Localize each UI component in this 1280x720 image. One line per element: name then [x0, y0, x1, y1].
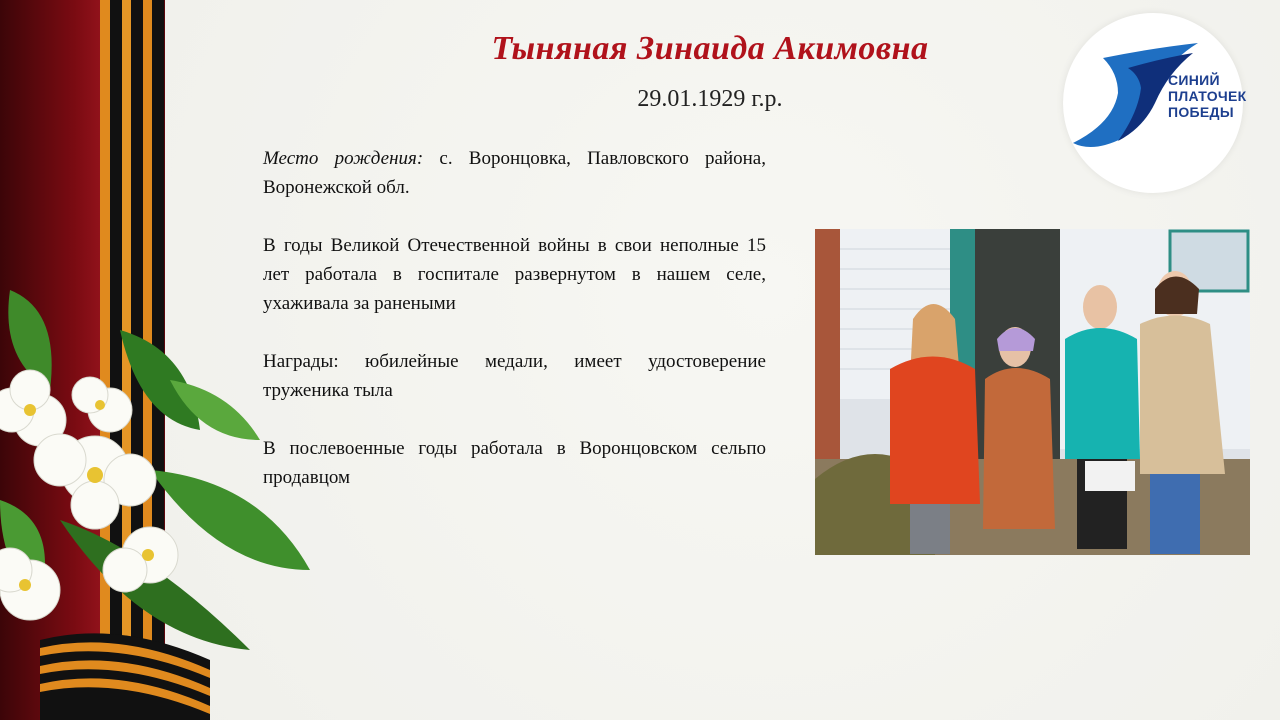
person-name-title: Тыняная Зинаида Акимовна — [491, 30, 929, 67]
logo-line-3: ПОБЕДЫ — [1168, 104, 1234, 120]
logo-line-1: СИНИЙ — [1168, 72, 1220, 88]
war-years-paragraph: В годы Великой Отечественной войны в свои неполные 15 лет работала в госпитале развернутом в нашем селе, ухаживала за ранеными — [263, 235, 766, 314]
awards-paragraph: Награды: юбилейные медали, имеет удостоверение труженика тыла — [263, 351, 766, 401]
birthplace-paragraph — [263, 144, 766, 202]
birthplace-value: с. Воронцовка, Павловского района, Воронежской обл. — [263, 148, 766, 198]
birth-date: 29.01.1929 г.р. — [637, 86, 783, 112]
logo-line-2: ПЛАТОЧЕК — [1168, 88, 1247, 104]
group-photo — [815, 229, 1250, 555]
birthplace-label: Место рождения: — [263, 148, 424, 169]
post-war-paragraph: В послевоенные годы работала в Воронцовском сельпо продавцом — [263, 438, 766, 488]
biography-text — [263, 144, 766, 521]
logo-wordmark — [1168, 72, 1247, 120]
